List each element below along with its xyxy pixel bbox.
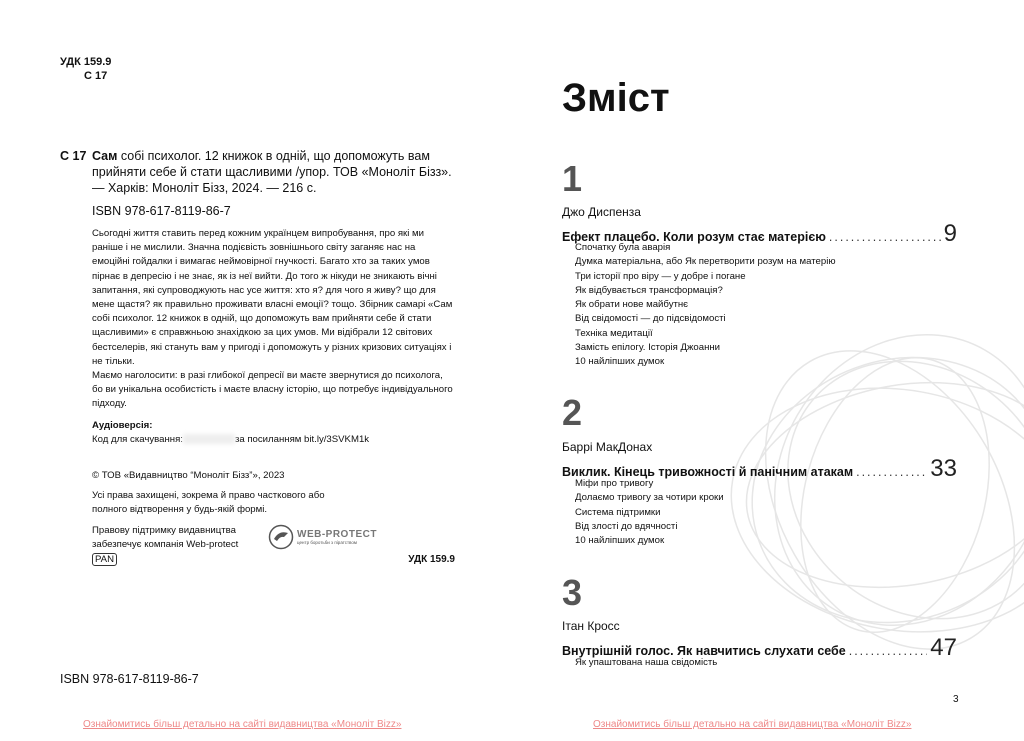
chapter-subitems — [575, 656, 717, 670]
audio-link[interactable]: за посиланням bit.ly/3SVKM1k — [234, 433, 370, 445]
copyright: © ТОВ «Видавництво “Моноліт Бізз”», 2023 — [92, 470, 285, 482]
chapter-subitems — [575, 477, 724, 548]
annotation-note: Маємо наголосити: в разі глибокої депресії ви маєте звернутися до психолога, бо ви унікальна особистість і маєте власну історію, що потребує індивідуального підходу. — [92, 370, 453, 410]
chapter-author: Баррі МакДонах — [562, 440, 653, 454]
legal-support: Правову підтримку видавництва забезпечує компанія Web-protect — [92, 524, 239, 550]
toc-subitem[interactable]: Замість епілогу. Історія Джоанни — [575, 342, 721, 354]
toc-subitem[interactable]: 10 найліпших думок — [575, 535, 665, 547]
page-title: Зміст — [562, 76, 670, 120]
chapter-number: 1 — [562, 158, 583, 199]
toc-subitem[interactable]: Техніка медитації — [575, 327, 653, 339]
toc-subitem[interactable]: Три історії про віру — у добре і погане — [575, 270, 746, 282]
page-number: 3 — [953, 694, 959, 705]
audio-label: Аудіоверсія: — [92, 419, 153, 431]
toc-subitem[interactable]: 10 найліпших думок — [575, 356, 665, 368]
chapter-page: 9 — [943, 220, 957, 247]
toc-subitem[interactable]: Долаємо тривогу за чотири кроки — [575, 492, 724, 504]
code-top: С 17 — [84, 70, 108, 82]
leader-dots — [849, 644, 928, 658]
chapter-number: 3 — [562, 572, 583, 613]
leader-dots — [856, 465, 927, 479]
chapter-title: Внутрішній голос. Як навчитись слухати себе — [562, 644, 846, 658]
toc-subitem[interactable]: Міфи про тривогу — [575, 478, 654, 489]
leader-dots — [829, 230, 941, 244]
web-protect-emblem-icon — [268, 524, 294, 550]
bibliographic-entry — [92, 148, 455, 196]
toc-subitem[interactable]: Система підтримки — [575, 506, 661, 518]
rights: Усі права захищені, зокрема й право часткового або полного відтворення у будь-якій формі. — [92, 490, 325, 516]
chapter-page: 47 — [930, 634, 957, 661]
publisher-link-left[interactable]: Ознайомитись більш детально на сайті видавництва «Моноліт Bizz» — [83, 719, 402, 730]
entry-bold: Сам — [92, 149, 118, 163]
chapter-page: 33 — [930, 455, 957, 482]
annotation: Сьогодні життя ставить перед кожним українцем випробування, про які ми раніше і не мислили. Значна подієвість зовнішнього світу заганяє нас на емоційні гойдалки і вимагає неймовірної гнучкості. Багато хто за таких умов пірнає в депресію і не знає, як із неї вийти. До того ж нікуди не зникають вічні запитання, які супроводжують нас усе життя: хто я? для чого я живу? що для мене щастя? як правильно проживати власні емоції? тощо. Збірник самарі «Сам собі психолог. 12 книжок в одній, що допоможуть вам прийняти себе й стати щасливими» є справжньою знахідкою за цих умов. Ми відібрали 12 світових бестселерів, які стануть вам у пригоді і допоможуть у різних кризових ситуаціях і не тільки. — [92, 228, 453, 367]
web-protect-logo: WEB-PROTECT центр боротьби з піратством — [268, 524, 377, 550]
pan-mark: PAN — [92, 553, 117, 566]
publisher-link-right[interactable]: Ознайомитись більш детально на сайті видавництва «Моноліт Bizz» — [593, 719, 912, 730]
chapter-title: Виклик. Кінець тривожності й панічним атакам — [562, 465, 854, 479]
udk-top: УДК 159.9 — [60, 56, 112, 68]
isbn-bottom: ISBN 978-617-8119-86-7 — [60, 672, 199, 686]
udk-bottom: УДК 159.9 — [408, 554, 455, 566]
chapter-subitems — [575, 241, 836, 370]
toc-subitem[interactable]: Думка матеріальна, або Як перетворити розум на матерію — [575, 256, 836, 268]
chapter-number: 2 — [562, 392, 583, 433]
entry-text: собі психолог. 12 книжок в одній, що допоможуть вам прийняти себе й стати щасливими /упор. ТОВ «Моноліт Бізз». — Харків: Моноліт Бізз, 2024. — 216 с. — [92, 149, 452, 195]
toc-subitem[interactable]: Від злості до вдячності — [575, 520, 678, 532]
entry-code: С 17 — [60, 149, 87, 163]
toc-subitem[interactable]: Як відбувається трансформація? — [575, 284, 723, 296]
toc-subitem[interactable]: Від свідомості — до підсвідомості — [575, 313, 726, 325]
toc-subitem[interactable]: Як обрати нове майбутнє — [575, 299, 689, 311]
toc-subitem[interactable]: Спочатку була аварія — [575, 242, 671, 253]
toc-subitem[interactable]: Як упаштована наша свідомість — [575, 657, 718, 668]
imprint-column — [60, 148, 455, 566]
chapter-author: Джо Диспенза — [562, 205, 641, 219]
chapter-author: Ітан Кросс — [562, 619, 620, 633]
chapter-title: Ефект плацебо. Коли розум стає матерією — [562, 230, 826, 244]
audio-line: Код для скачування: за посиланням bit.ly/3SVKM1k — [92, 433, 370, 445]
isbn: ISBN 978-617-8119-86-7 — [92, 204, 231, 218]
